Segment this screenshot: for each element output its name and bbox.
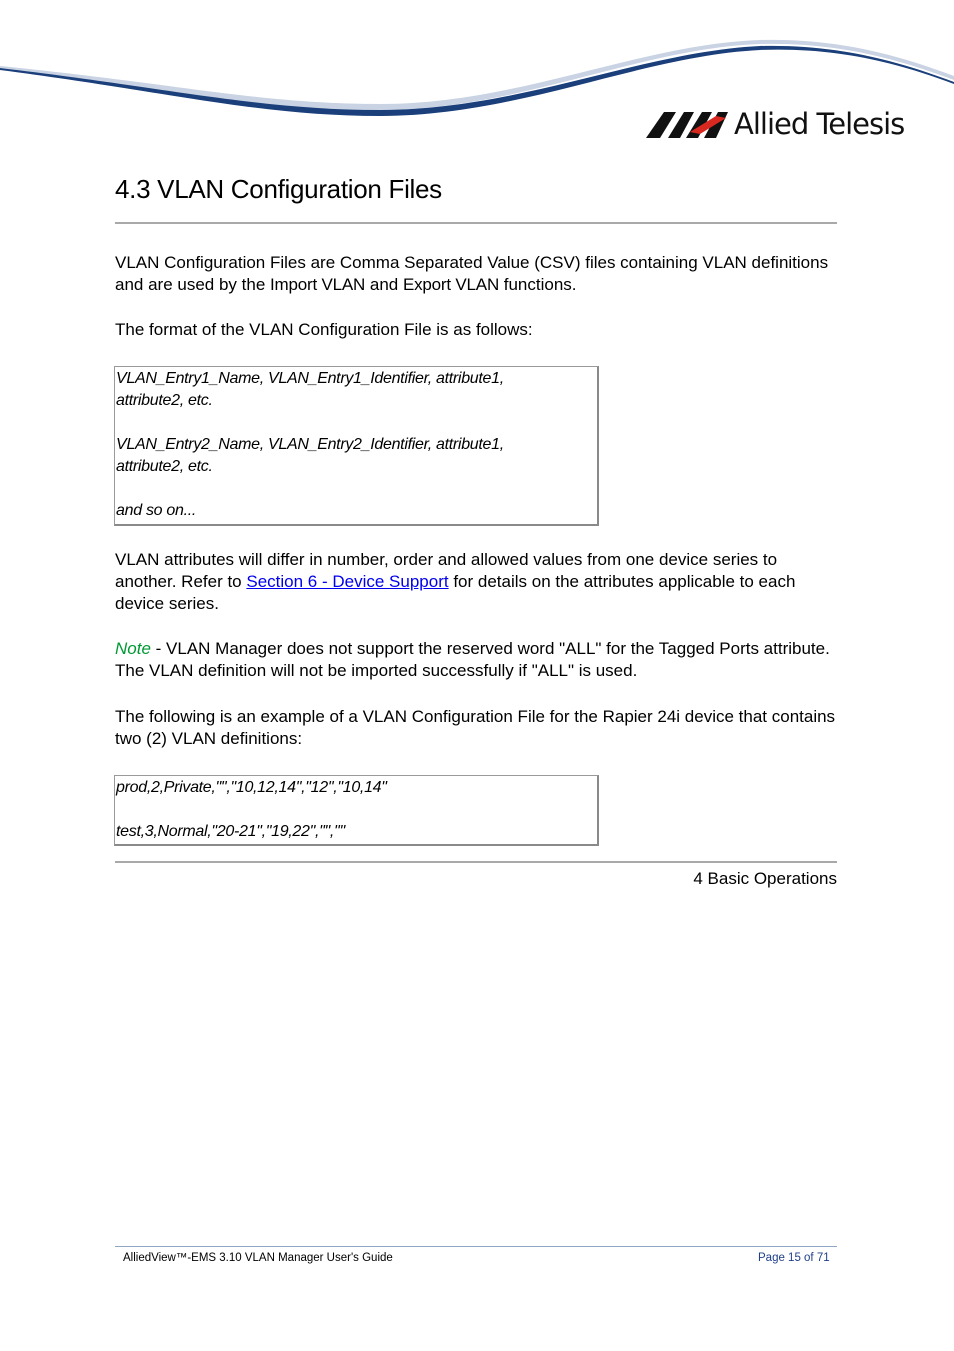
format-entry1-line1: VLAN_Entry1_Name, VLAN_Entry1_Identifier, attribute1, [116,370,504,387]
logo-mark-icon [646,108,728,140]
footer-rule [115,1246,837,1247]
example-box [114,775,599,846]
format-intro: The format of the VLAN Configuration File is as follows: [115,320,533,339]
example-line2: test,3,Normal,"20-21","19,22","","" [116,823,345,840]
title-rule [115,222,837,224]
format-entry1-line2: attribute2, etc. [116,392,213,409]
export-vlan-label: Export VLAN [402,275,500,294]
format-box [114,366,599,526]
section-6-link[interactable]: Section 6 - Device Support [246,572,449,591]
logo-text: Allied Telesis [734,106,905,141]
example-intro: The following is an example of a VLAN Configuration File for the Rapier 24i device that contains two (2) VLAN definitions: [115,707,836,748]
example-line1: prod,2,Private,"","10,12,14","12","10,14" [116,779,387,796]
format-entry2-line1: VLAN_Entry2_Name, VLAN_Entry2_Identifier, attribute1, [116,436,504,453]
import-vlan-label: Import VLAN [270,275,366,294]
chapter-rule [115,861,837,863]
chapter-label: 4 Basic Operations [693,869,837,888]
intro-paragraph: VLAN Configuration Files are Comma Separated Value (CSV) files containing VLAN definitions and are used by the Import VLAN and Export VLAN functions. [115,253,829,294]
note-paragraph: Note - VLAN Manager does not support the reserved word "ALL" for the Tagged Ports attribute. The VLAN definition will not be imported successfully if "ALL" is used. [115,639,830,680]
note-label: Note [115,639,151,658]
format-tail: and so on... [116,502,197,519]
format-entry2-line2: attribute2, etc. [116,458,213,475]
footer-doc-title: AlliedView™-EMS 3.10 VLAN Manager User's Guide [123,1252,393,1264]
allied-telesis-logo [646,108,904,140]
footer-page-number: Page 15 of 71 [758,1252,830,1264]
attributes-paragraph: VLAN attributes will differ in number, order and allowed values from one device series to another. Refer to Section 6 - Device Support for details on the attributes applicable to each device series. [115,550,796,613]
section-title: 4.3 VLAN Configuration Files [115,174,442,204]
